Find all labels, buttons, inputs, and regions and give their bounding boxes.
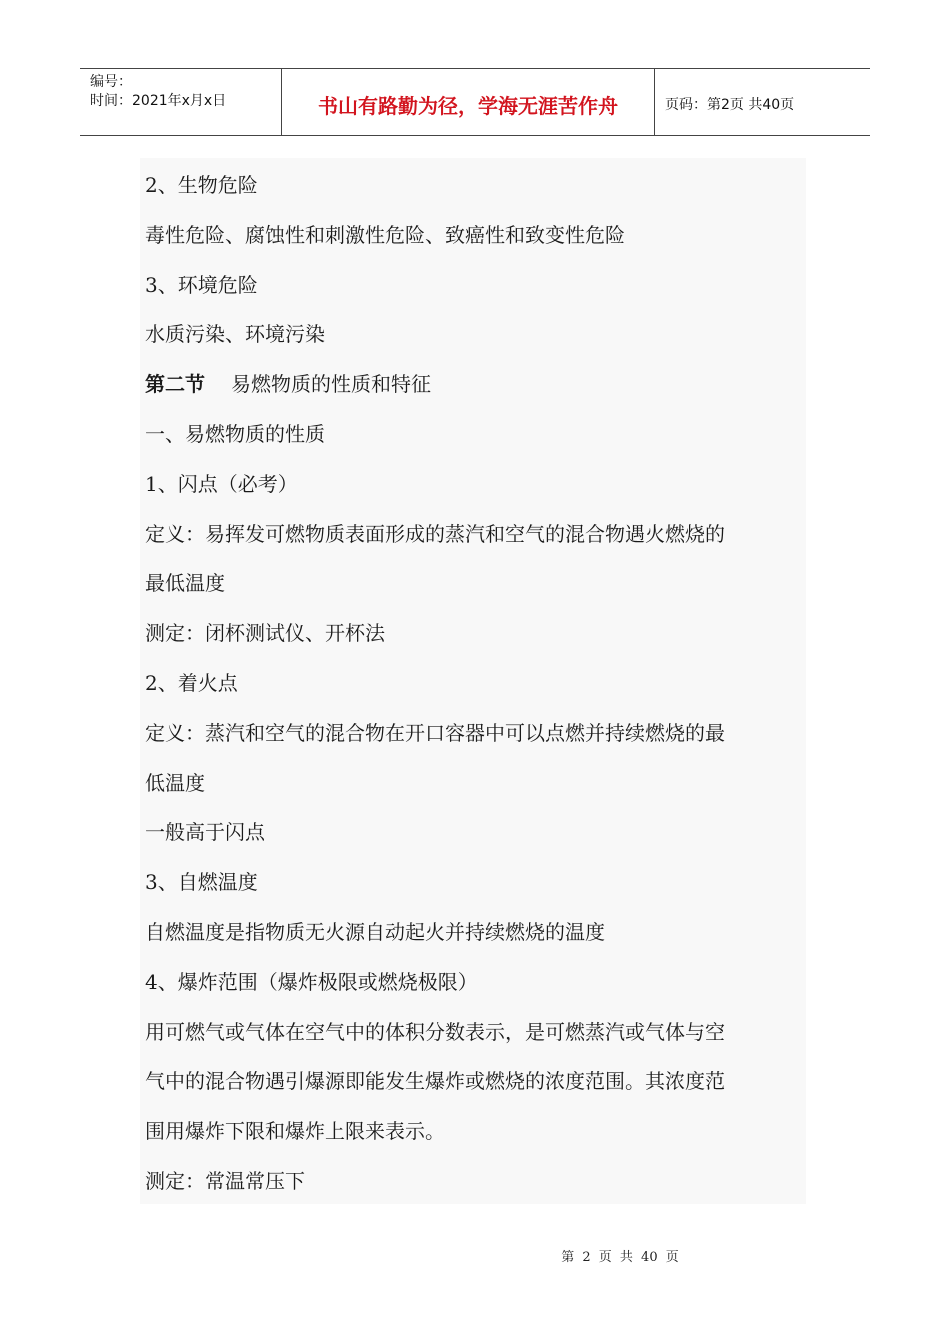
text-line: 3、环境危险 [145, 272, 258, 297]
header-page-cell [655, 69, 870, 135]
text-line: 1、闪点（必考） [145, 471, 298, 496]
text-line: 3、自燃温度 [145, 870, 258, 895]
text-line: 低温度 [145, 770, 205, 795]
section-title: 易燃物质的性质和特征 [231, 372, 431, 397]
text-line: 围用爆炸下限和爆炸上限来表示。 [145, 1119, 445, 1144]
text-line: 用可燃气或气体在空气中的体积分数表示，是可燃蒸汽或气体与空 [145, 1019, 725, 1044]
text-line: 最低温度 [145, 571, 225, 596]
text-line: 一、易燃物质的性质 [145, 421, 325, 446]
document-body [140, 158, 806, 1204]
header-motto: 书山有路勤为径，学海无涯苦作舟 [318, 93, 618, 118]
text-line: 水质污染、环境污染 [145, 322, 325, 347]
header-meta-cell [80, 69, 282, 135]
document-number-label: 编号： [90, 74, 132, 90]
text-line: 2、着火点 [145, 670, 238, 695]
header-motto-cell [282, 69, 655, 135]
document-date-label: 时间：2021年x月x日 [90, 93, 227, 109]
text-line: 测定：闭杯测试仪、开杯法 [145, 621, 385, 646]
section-number: 第二节 [145, 372, 205, 397]
text-line: 自燃温度是指物质无火源自动起火并持续燃烧的温度 [145, 919, 605, 944]
text-line: 定义：易挥发可燃物质表面形成的蒸汽和空气的混合物遇火燃烧的 [145, 521, 725, 546]
text-line: 测定：常温常压下 [145, 1168, 305, 1193]
page-footer: 第 2 页 共 40 页 [561, 1250, 679, 1265]
text-line: 一般高于闪点 [145, 820, 265, 845]
section-heading [145, 367, 806, 417]
page-header [80, 68, 870, 136]
text-line: 定义：蒸汽和空气的混合物在开口容器中可以点燃并持续燃烧的最 [145, 720, 725, 745]
header-page-label: 页码：第2页 共40页 [665, 97, 795, 113]
text-line: 2、生物危险 [145, 173, 258, 197]
text-line: 毒性危险、腐蚀性和刺激性危险、致癌性和致变性危险 [145, 222, 625, 247]
text-line: 气中的混合物遇引爆源即能发生爆炸或燃烧的浓度范围。其浓度范 [145, 1069, 725, 1094]
text-line: 4、爆炸范围（爆炸极限或燃烧极限） [145, 969, 478, 994]
